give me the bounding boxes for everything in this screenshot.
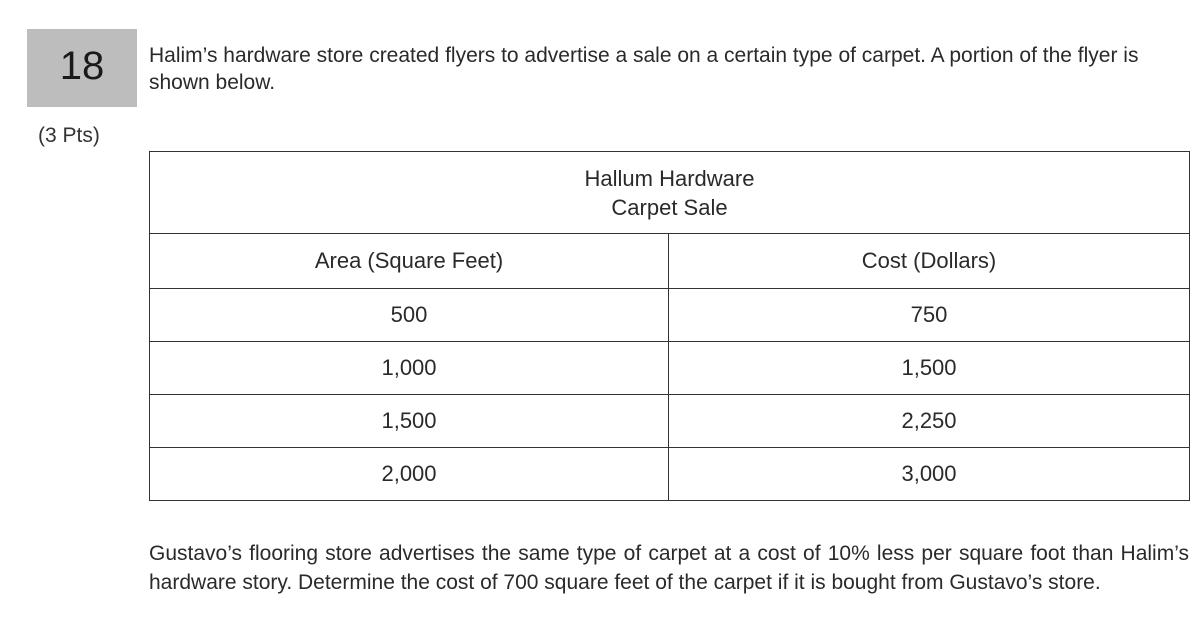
table-row	[150, 342, 1190, 395]
question-points: (3 Pts)	[38, 124, 100, 147]
column-header-cost: Cost (Dollars)	[669, 234, 1190, 289]
cost-cell: 3,000	[669, 448, 1190, 501]
flyer-table	[149, 151, 1190, 501]
question-number: 18	[59, 43, 105, 88]
flyer-title-sale: Carpet Sale	[611, 194, 728, 220]
table-row	[150, 448, 1190, 501]
table-row	[150, 289, 1190, 342]
question-followup: Gustavo’s flooring store advertises the same type of carpet at a cost of 10% less per square foot than Halim’s hardware story. Determine the cost of 700 square feet of the carpet if it is bought from Gustavo’s store.	[149, 542, 1189, 594]
flyer-title-store: Hallum Hardware	[584, 165, 755, 191]
cost-cell: 750	[669, 289, 1190, 342]
cost-cell: 2,250	[669, 395, 1190, 448]
column-header-area: Area (Square Feet)	[150, 234, 669, 289]
cost-cell: 1,500	[669, 342, 1190, 395]
question-prompt: Halim’s hardware store created flyers to advertise a sale on a certain type of carpet. A portion of the flyer is shown below.	[149, 44, 1139, 94]
flyer-title-cell	[150, 152, 1190, 234]
area-cell: 2,000	[150, 448, 669, 501]
table-row	[150, 395, 1190, 448]
area-cell: 500	[150, 289, 669, 342]
area-cell: 1,000	[150, 342, 669, 395]
question-number-box	[27, 29, 137, 107]
area-cell: 1,500	[150, 395, 669, 448]
